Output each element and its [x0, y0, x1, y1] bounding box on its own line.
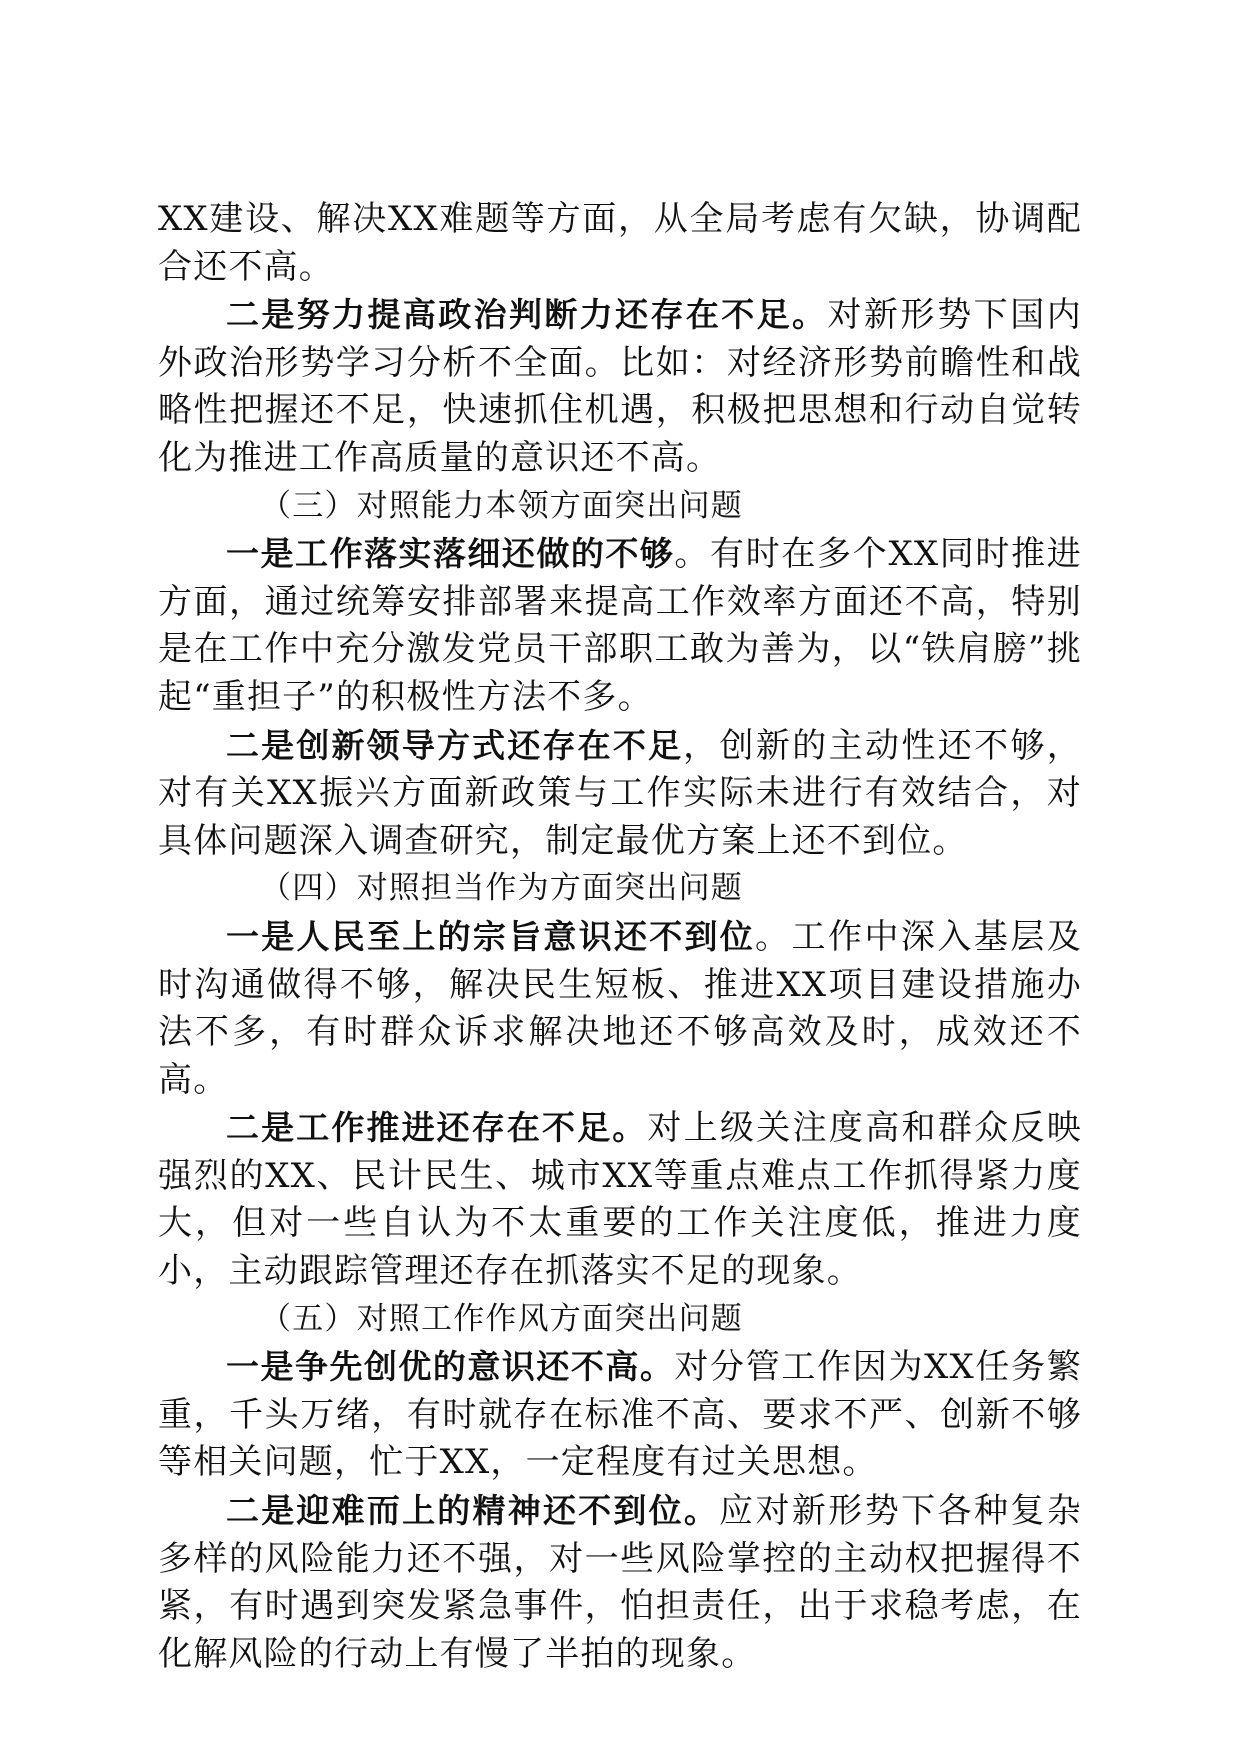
- paragraph-text: 对上级关注度高和群众反映强烈的XX、民计民生、城市XX等重点难点工作抓得紧力度大，但对一些自认为不太重要的工作关注度低，推进力度小，主动跟踪管理还存在抓落实不足的现象。: [158, 1108, 1082, 1292]
- paragraph-lead: 二是迎难而上的精神还不到位。: [226, 1491, 720, 1531]
- paragraph-lead: 二是工作推进还存在不足。: [226, 1108, 648, 1148]
- paragraph-work-progress: [158, 1104, 1082, 1295]
- paragraph-lead: 二是创新领导方式还存在不足: [226, 725, 684, 765]
- paragraph-continuation: [158, 196, 1082, 291]
- paragraph-political-judgment: [158, 291, 1082, 482]
- paragraph-excellence: [158, 1343, 1082, 1487]
- paragraph-text: 对分管工作因为XX任务繁重，千头万绪，有时就存在标准不高、要求不严、创新不够等相关问题，忙于XX，一定程度有过关思想。: [158, 1347, 1083, 1483]
- paragraph-lead: 一是争先创优的意识还不高。: [226, 1347, 675, 1387]
- paragraph-text: XX建设、解决XX难题等方面，从全局考虑有欠缺，协调配合还不高。: [158, 199, 1082, 287]
- paragraph-text: 应对新形势下各种复杂多样的风险能力还不强，对一些风险掌控的主动权把握得不紧，有时遇到突发紧急事件，怕担责任，出于求稳考虑，在化解风险的行动上有慢了半拍的现象。: [158, 1491, 1083, 1674]
- paragraph-implementation: [158, 530, 1082, 721]
- paragraph-text: 。工作中深入基层及时沟通做得不够，解决民生短板、推进XX项目建设措施办法不多，有时群众诉求解决地还不够高效及时，成效还不高。: [158, 916, 1082, 1100]
- paragraph-facing-difficulties: [158, 1487, 1082, 1678]
- section-heading-work-style: （五）对照工作作风方面突出问题: [260, 1300, 743, 1337]
- paragraph-text: 。有时在多个XX同时推进方面，通过统筹安排部署来提高工作效率方面还不高，特别是在工作中充分激发党员干部职工敢为善为，以“铁肩膀”挑起“重担子”的积极性方法不多。: [158, 534, 1083, 717]
- paragraph-lead: 二是努力提高政治判断力还存在不足。: [226, 295, 828, 335]
- document-page: [158, 196, 1082, 1678]
- paragraph-people-first: [158, 913, 1082, 1104]
- section-heading-responsibility: （四）对照担当作为方面突出问题: [260, 870, 743, 907]
- paragraph-text: ，创新的主动性还不够，对有关XX振兴方面新政策与工作实际未进行有效结合，对具体问题深入调查研究，制定最优方案上还不到位。: [158, 725, 1083, 861]
- paragraph-text: 对新形势下国内外政治形势学习分析不全面。比如：对经济形势前瞻性和战略性把握还不足，快速抓住机遇，积极把思想和行动自觉转化为推进工作高质量的意识还不高。: [158, 295, 1083, 478]
- paragraph-innovation: [158, 722, 1082, 866]
- section-heading-ability: （三）对照能力本领方面突出问题: [260, 487, 743, 524]
- paragraph-lead: 一是人民至上的宗旨意识还不到位: [226, 916, 756, 956]
- paragraph-lead: 一是工作落实落细还做的不够: [226, 534, 675, 574]
